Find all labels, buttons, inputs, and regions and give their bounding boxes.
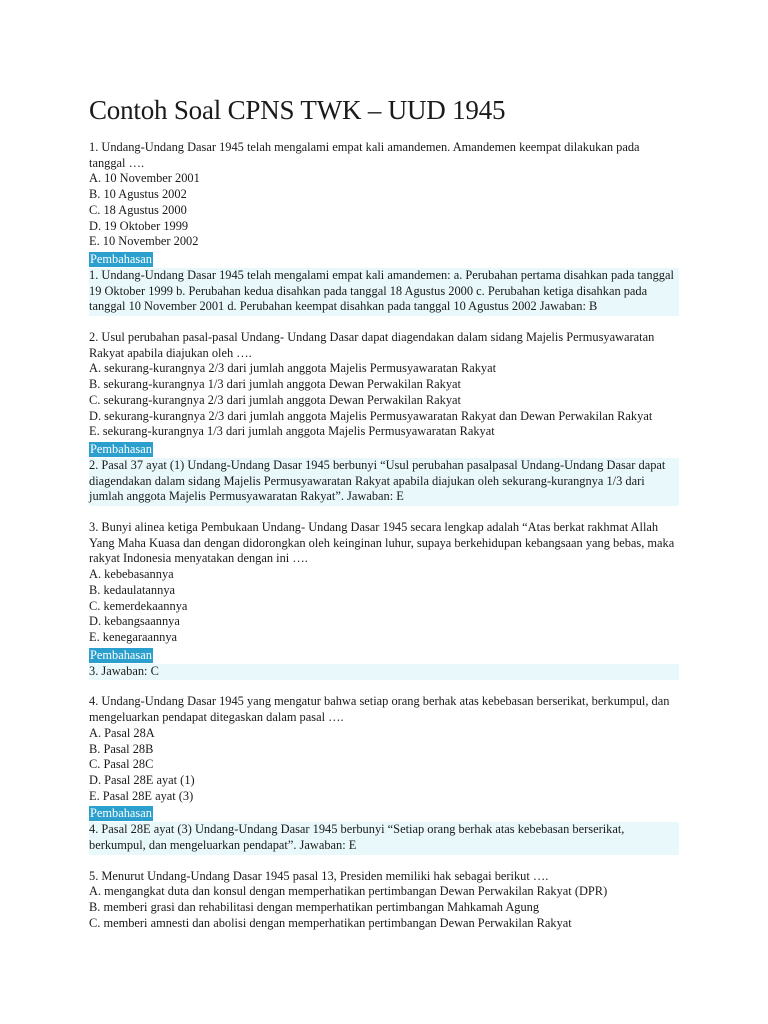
question-stem: 4. Undang-Undang Dasar 1945 yang mengatur bahwa setiap orang berhak atas kebebasan berserikat, berkumpul, dan mengeluarkan pendapat ditegaskan dalam pasal ….: [89, 694, 670, 725]
pembahasan-toggle[interactable]: Pembahasan: [90, 441, 152, 456]
option: C. Pasal 28C: [89, 757, 154, 772]
option: E. sekurang-kurangnya 1/3 dari jumlah anggota Majelis Permusyawaratan Rakyat: [89, 424, 495, 439]
option: D. kebangsaannya: [89, 614, 180, 629]
pembahasan-toggle[interactable]: Pembahasan: [90, 806, 152, 821]
question: [89, 330, 678, 440]
answer-explanation: 3. Jawaban: C: [89, 664, 679, 681]
option: E. kenegaraannya: [89, 629, 178, 644]
answer-explanation: 4. Pasal 28E ayat (3) Undang-Undang Dasar 1945 berbunyi “Setiap orang berhak atas kebebasan berserikat, berkumpul, dan mengeluarkan pendapat”. Jawaban: E: [89, 822, 679, 854]
option: D. 19 Oktober 1999: [89, 218, 189, 233]
answer-explanation: 1. Undang-Undang Dasar 1945 telah mengalami empat kali amandemen: a. Perubahan pertama disahkan pada tanggal 19 Oktober 1999 b. Perubahan kedua disahkan pada tanggal 18 Agustus 2000 c. Perubahan ketiga disahkan pada tanggal 10 November 2001 d. Perubahan keempat disahkan pada tanggal 10 Agustus 2002 Jawaban: B: [89, 268, 679, 316]
question-block: [89, 869, 678, 932]
option: A. Pasal 28A: [89, 725, 155, 740]
option: B. 10 Agustus 2002: [89, 187, 187, 202]
question: [89, 140, 678, 250]
option: E. Pasal 28E ayat (3): [89, 788, 194, 803]
option: B. memberi grasi dan rehabilitasi dengan memperhatikan pertimbangan Mahkamah Agung: [89, 900, 540, 915]
question-stem: 1. Undang-Undang Dasar 1945 telah mengalami empat kali amandemen. Amandemen keempat dilakukan pada tanggal ….: [89, 140, 640, 170]
question-block: [89, 330, 678, 506]
option: B. Pasal 28B: [89, 741, 154, 756]
option: C. kemerdekaannya: [89, 598, 188, 613]
pembahasan-toggle[interactable]: Pembahasan: [90, 647, 152, 662]
option: A. sekurang-kurangnya 2/3 dari jumlah anggota Majelis Permusyawaratan Rakyat: [89, 361, 497, 376]
option: A. 10 November 2001: [89, 171, 200, 186]
option: D. Pasal 28E ayat (1): [89, 772, 195, 787]
option: C. memberi amnesti dan abolisi dengan memperhatikan pertimbangan Dewan Perwakilan Rakyat: [89, 915, 572, 930]
question-stem: 2. Usul perubahan pasal-pasal Undang- Undang Dasar dapat diagendakan dalam sidang Majelis Permusyawaratan Rakyat apabila diajukan oleh ….: [89, 330, 655, 360]
option: B. sekurang-kurangnya 1/3 dari jumlah anggota Dewan Perwakilan Rakyat: [89, 377, 461, 392]
question-stem: 5. Menurut Undang-Undang Dasar 1945 pasal 13, Presiden memiliki hak sebagai berikut ….: [89, 868, 549, 883]
option: E. 10 November 2002: [89, 234, 199, 249]
answer-explanation: 2. Pasal 37 ayat (1) Undang-Undang Dasar 1945 berbunyi “Usul perubahan pasalpasal Undang-Undang Dasar dapat diagendakan dalam sidang Majelis Permusyawaratan Rakyat apabila diajukan oleh sekurang-kurangnya 1/3 dari jumlah anggota Majelis Permusyawaratan Rakyat”. Jawaban: E: [89, 458, 679, 506]
page-title: Contoh Soal CPNS TWK – UUD 1945: [89, 95, 506, 125]
question-stem: 3. Bunyi alinea ketiga Pembukaan Undang- Undang Dasar 1945 secara lengkap adalah “Atas berkat rakhmat Allah Yang Maha Kuasa dan dengan didorongkan oleh keinginan luhur, supaya berkehidupan kebangsaan yang bebas, maka rakyat Indonesia menyatakan dengan ini ….: [89, 520, 675, 566]
question-block: [89, 520, 678, 680]
pembahasan-toggle[interactable]: Pembahasan: [90, 251, 152, 266]
question: [89, 694, 678, 804]
option: C. 18 Agustus 2000: [89, 202, 187, 217]
question-block: [89, 140, 678, 316]
question: [89, 869, 678, 932]
option: A. mengangkat duta dan konsul dengan memperhatikan pertimbangan Dewan Perwakilan Rakyat (DPR): [89, 884, 608, 899]
question-block: [89, 694, 678, 854]
question: [89, 520, 678, 646]
option: A. kebebasannya: [89, 567, 174, 582]
option: B. kedaulatannya: [89, 582, 176, 597]
option: D. sekurang-kurangnya 2/3 dari jumlah anggota Majelis Permusyawaratan Rakyat dan Dewan Perwakilan Rakyat: [89, 408, 653, 423]
option: C. sekurang-kurangnya 2/3 dari jumlah anggota Dewan Perwakilan Rakyat: [89, 392, 461, 407]
